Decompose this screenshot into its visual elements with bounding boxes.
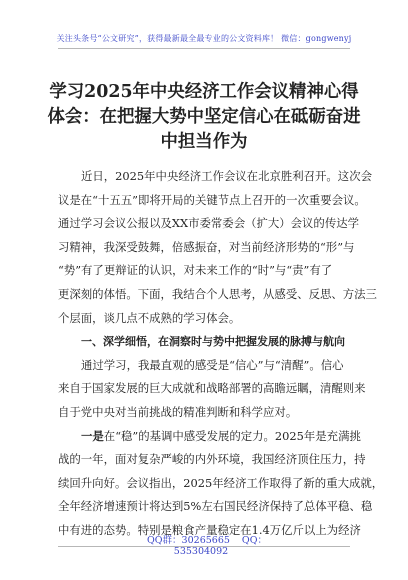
text-line: 议是在“十五五”即将开局的关键节点上召开的一次重要会议。 bbox=[58, 192, 366, 207]
text-line bbox=[58, 425, 361, 449]
title-line: 体会：在把握大势中坚定信心在砥砺奋进 bbox=[47, 107, 361, 127]
section-heading: 一、深学细悟，在洞察时与势中把握发展的脉搏与航向 bbox=[81, 335, 345, 349]
text-line: 全年经济增速预计将达到5%左右国民经济保持了总体平稳、稳 bbox=[58, 499, 373, 514]
text-line: 个层面，谈几点不成熟的学习体会。 bbox=[58, 310, 241, 325]
text-line: 续回升向好。会议指出，2025年经济工作取得了新的重大成就， bbox=[58, 475, 384, 490]
header-divider bbox=[58, 48, 350, 49]
text-line: 中有进的态势。特别是粮食产量稳定在1.4万亿斤以上为经济 bbox=[58, 522, 361, 537]
text-line: 近日，2025年中央经济工作会议在北京胜利召开。这次会 bbox=[81, 169, 372, 183]
document-title bbox=[45, 80, 363, 155]
qq-group: QQ群：30265665 bbox=[146, 535, 230, 546]
point-text: 在“稳”的基调中感受发展的定力。2025年是充满挑 bbox=[103, 428, 361, 443]
text-line: “势”有了更辩证的认识，对未来工作的“时”与“责”有了 bbox=[58, 263, 333, 278]
point-lead: 一是 bbox=[81, 428, 104, 443]
text-line: 来自于国家发展的巨大成就和战略部署的高瞻远瞩，清醒则来 bbox=[58, 381, 366, 396]
paragraph-intro bbox=[58, 165, 384, 543]
text-line: 更深刻的体悟。下面，我结合个人思考，从感受、反思、方法三 bbox=[58, 286, 377, 301]
footer-contacts bbox=[124, 532, 284, 557]
title-line: 学习2025年中央经济工作会议精神心得 bbox=[49, 82, 359, 102]
text-line: 通过学习会议公报以及XX市委常委会（扩大）会议的传达学 bbox=[58, 216, 359, 231]
text-line: 自于党中央对当前挑战的精准判断和科学应对。 bbox=[58, 404, 298, 419]
text-line: 习精神，我深受鼓舞，倍感振奋，对当前经济形势的“形”与 bbox=[58, 239, 355, 254]
footer-divider bbox=[58, 546, 350, 547]
text-line: 通过学习，我最直观的感受是“信心”与“清醒”。信心 bbox=[81, 357, 344, 372]
header-banner: 关注头条号“公文研究”，获得最新最全最专业的公文资料库！ 微信：gongwenyj bbox=[56, 34, 352, 43]
title-line: 中担当作为 bbox=[160, 132, 248, 152]
qq-number: QQ：535304092 bbox=[173, 535, 267, 557]
text-line: 战的一年，面对复杂严峻的内外环境，我国经济顶住压力，持 bbox=[58, 452, 366, 467]
